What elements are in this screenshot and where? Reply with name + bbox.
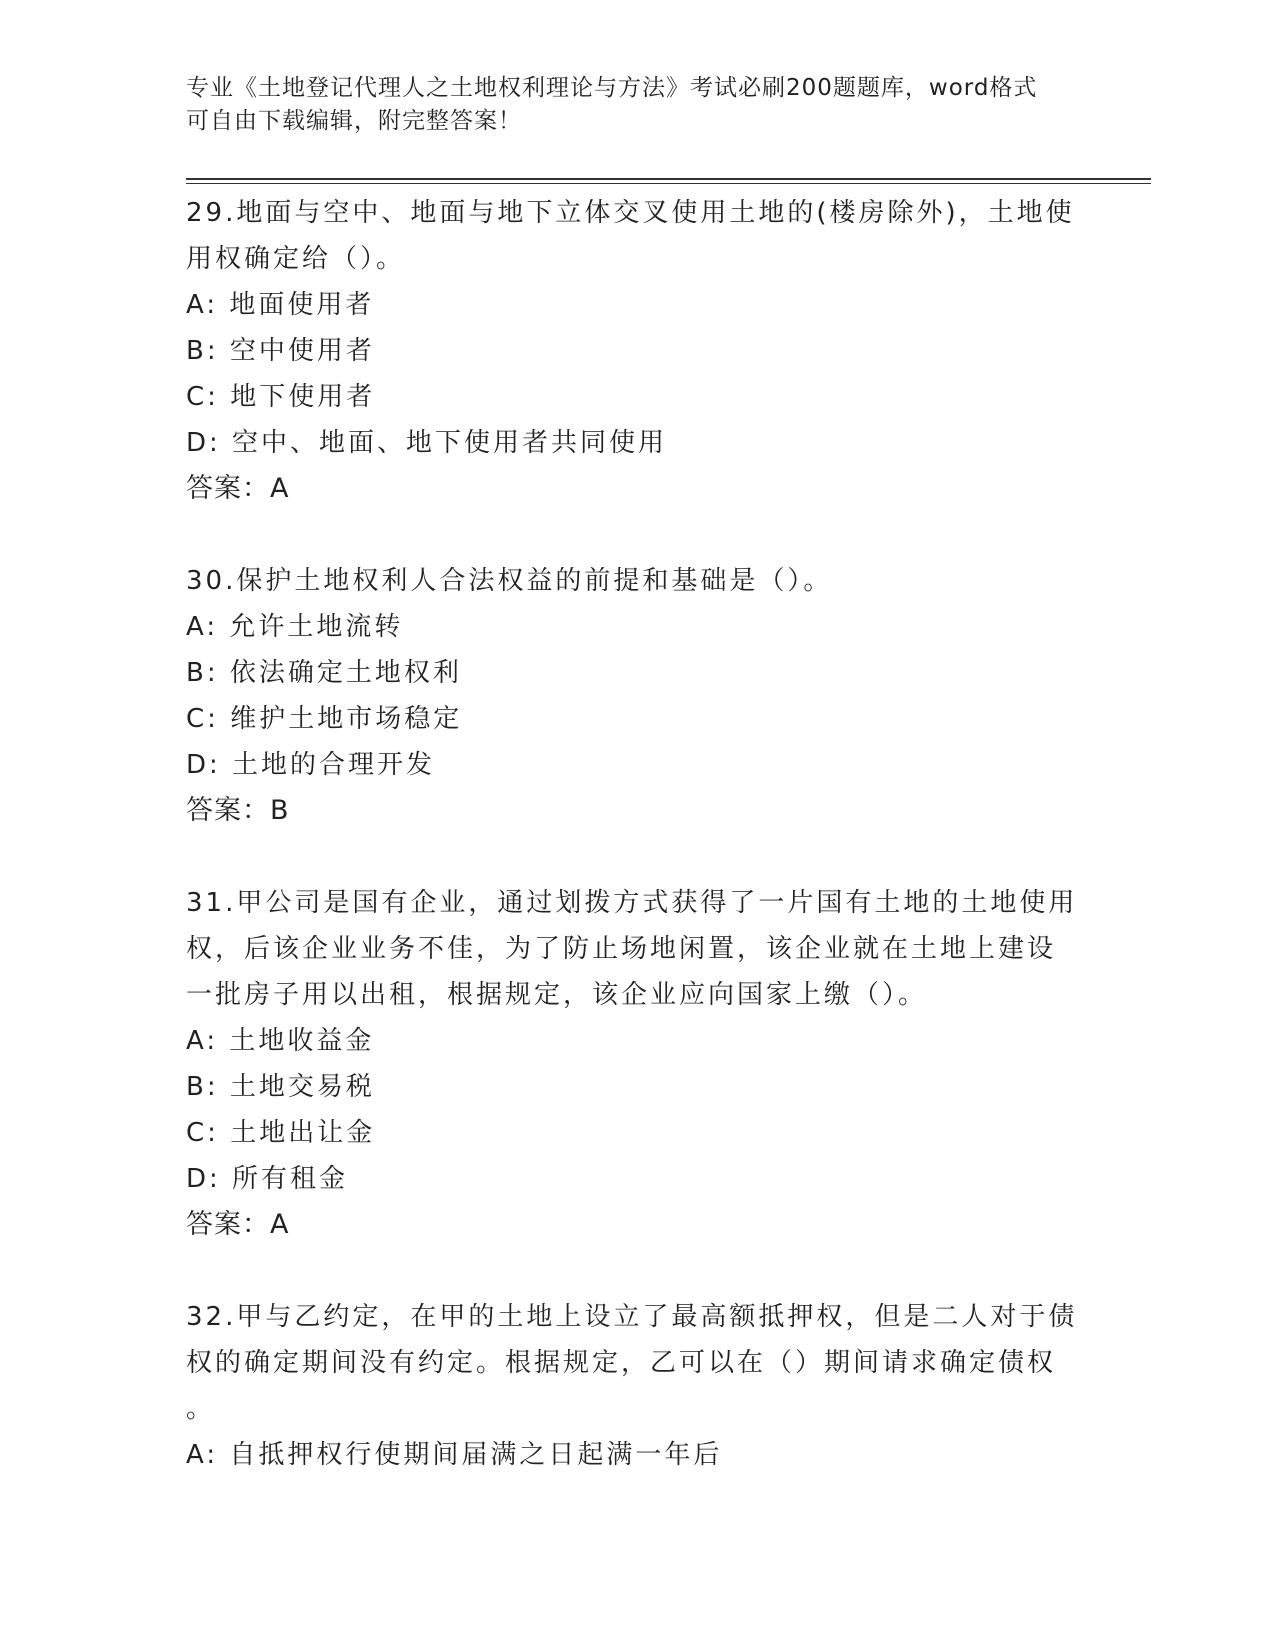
question-32 xyxy=(186,1294,1086,1478)
answer-line xyxy=(186,466,1086,512)
option-text: 所有租金 xyxy=(232,1164,349,1194)
question-line: 保护土地权利人合法权益的前提和基础是（）。 xyxy=(236,566,833,596)
option-c xyxy=(186,696,1086,742)
answer-label: 答案： xyxy=(186,1209,270,1240)
option-letter: C: xyxy=(186,1118,219,1148)
answer-label: 答案： xyxy=(186,473,270,504)
question-29 xyxy=(186,190,1086,512)
option-c xyxy=(186,1110,1086,1156)
option-letter: A: xyxy=(186,290,219,320)
option-text: 维护土地市场稳定 xyxy=(230,704,463,734)
option-b xyxy=(186,328,1086,374)
option-a xyxy=(186,604,1086,650)
answer-line xyxy=(186,1202,1086,1248)
option-letter: D: xyxy=(186,428,221,458)
option-text: 地下使用者 xyxy=(230,382,376,412)
header-rule-thick xyxy=(186,178,1151,180)
option-text: 土地交易税 xyxy=(229,1072,375,1102)
answer-label: 答案： xyxy=(186,795,270,826)
option-text: 自抵押权行使期间届满之日起满一年后 xyxy=(229,1440,723,1470)
option-b xyxy=(186,1064,1086,1110)
question-line: 甲与乙约定，在甲的土地上设立了最高额抵押权，但是二人对于债 xyxy=(236,1302,1078,1332)
option-text: 空中使用者 xyxy=(229,336,375,366)
question-text-cont: 权的确定期间没有约定。根据规定，乙可以在（）期间请求确定债权 xyxy=(186,1348,1057,1378)
option-d xyxy=(186,420,1086,466)
option-letter: B: xyxy=(186,1072,219,1102)
header-line-1: 专业《土地登记代理人之土地权利理论与方法》考试必刷200题题库，word格式 xyxy=(186,75,1038,101)
option-text: 土地收益金 xyxy=(229,1026,375,1056)
option-b xyxy=(186,650,1086,696)
option-letter: B: xyxy=(186,336,219,366)
option-letter: A: xyxy=(186,1026,219,1056)
answer-value: B xyxy=(270,795,290,826)
question-number: 29. xyxy=(186,198,237,228)
option-letter: C: xyxy=(186,704,219,734)
answer-value: A xyxy=(270,473,290,504)
question-number: 30. xyxy=(186,566,237,596)
option-text: 允许土地流转 xyxy=(229,612,404,642)
question-30 xyxy=(186,558,1086,834)
option-letter: C: xyxy=(186,382,219,412)
question-text-cont: 用权确定给（）。 xyxy=(186,244,406,274)
question-number: 31. xyxy=(186,888,237,918)
header-line-2: 可自由下载编辑，附完整答案！ xyxy=(186,108,522,134)
question-text-cont: 一批房子用以出租，根据规定，该企业应向国家上缴（）。 xyxy=(186,980,928,1010)
option-letter: D: xyxy=(186,1164,221,1194)
option-letter: B: xyxy=(186,658,219,688)
option-letter: A: xyxy=(186,1440,219,1470)
option-a xyxy=(186,1432,1086,1478)
option-a xyxy=(186,282,1086,328)
answer-value: A xyxy=(270,1209,290,1240)
question-31 xyxy=(186,880,1086,1248)
question-line: 地面与空中、地面与地下立体交叉使用土地的(楼房除外)，土地使 xyxy=(236,198,1075,228)
question-text xyxy=(186,190,1086,236)
option-text: 依法确定土地权利 xyxy=(229,658,462,688)
option-a xyxy=(186,1018,1086,1064)
question-number: 32. xyxy=(186,1302,237,1332)
answer-line xyxy=(186,788,1086,834)
question-text xyxy=(186,880,1086,926)
option-d xyxy=(186,742,1086,788)
option-text: 空中、地面、地下使用者共同使用 xyxy=(232,428,668,458)
option-text: 土地出让金 xyxy=(230,1118,376,1148)
option-d xyxy=(186,1156,1086,1202)
document-header xyxy=(186,72,1066,138)
option-text: 土地的合理开发 xyxy=(232,750,436,780)
option-text: 地面使用者 xyxy=(229,290,375,320)
question-text-cont: 。 xyxy=(186,1394,216,1424)
question-text xyxy=(186,1294,1086,1340)
question-text xyxy=(186,558,1086,604)
header-rule-thin xyxy=(186,183,1151,184)
option-letter: A: xyxy=(186,612,219,642)
question-list xyxy=(186,190,1086,1524)
question-text-cont: 权，后该企业业务不佳，为了防止场地闲置，该企业就在土地上建设 xyxy=(186,934,1057,964)
option-c xyxy=(186,374,1086,420)
option-letter: D: xyxy=(186,750,221,780)
question-line: 甲公司是国有企业，通过划拨方式获得了一片国有土地的土地使用 xyxy=(236,888,1078,918)
